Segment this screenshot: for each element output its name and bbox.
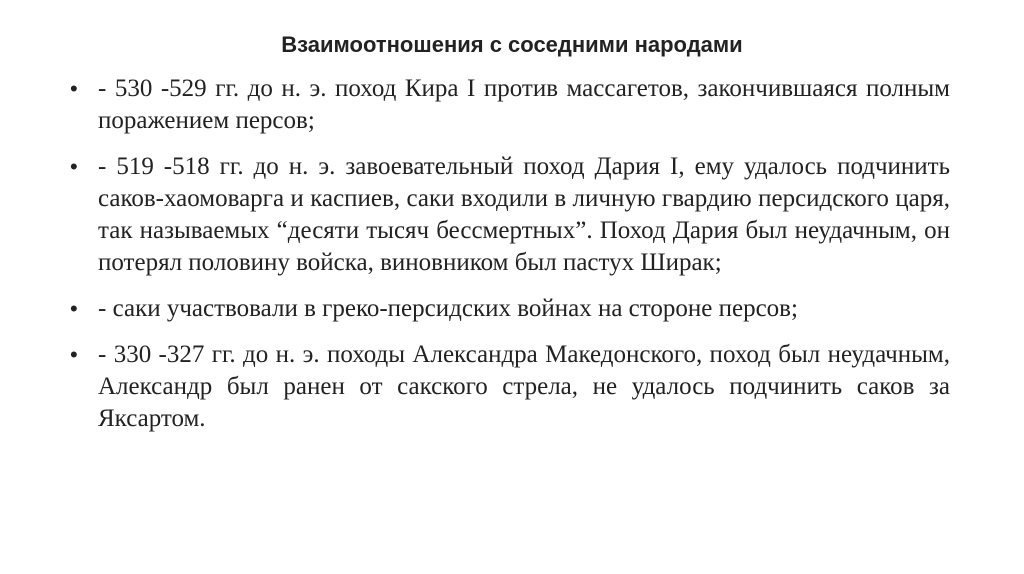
list-item-text: - саки участвовали в греко-персидских войнах на стороне персов; xyxy=(98,295,798,322)
bullet-icon: • xyxy=(70,296,78,321)
list-item xyxy=(70,73,950,137)
bullet-list xyxy=(70,73,950,449)
list-item-text: - 530 -529 гг. до н. э. поход Кира I против массагетов, закончившаяся полным поражением персов; xyxy=(98,75,950,134)
bullet-icon: • xyxy=(70,154,78,179)
bullet-icon: • xyxy=(70,342,78,367)
slide-title: Взаимоотношения с соседними народами xyxy=(281,32,743,57)
list-item xyxy=(70,151,950,279)
list-item xyxy=(70,293,950,325)
list-item xyxy=(70,339,950,435)
list-item-text: - 519 -518 гг. до н. э. завоевательный поход Дария I, ему удалось подчинить саков-хаомоварга и каспиев, саки входили в личную гвардию персидского царя, так называемых “десяти тысяч бессмертных”. Поход Дария был неудачным, он потерял половину войска, виновником был пастух Ширак; xyxy=(98,153,950,276)
bullet-icon: • xyxy=(70,76,78,101)
list-item-text: - 330 -327 гг. до н. э. походы Александра Македонского, поход был неудачным, Александр был ранен от сакского стрела, не удалось подчинить саков за Яксартом. xyxy=(98,341,950,432)
